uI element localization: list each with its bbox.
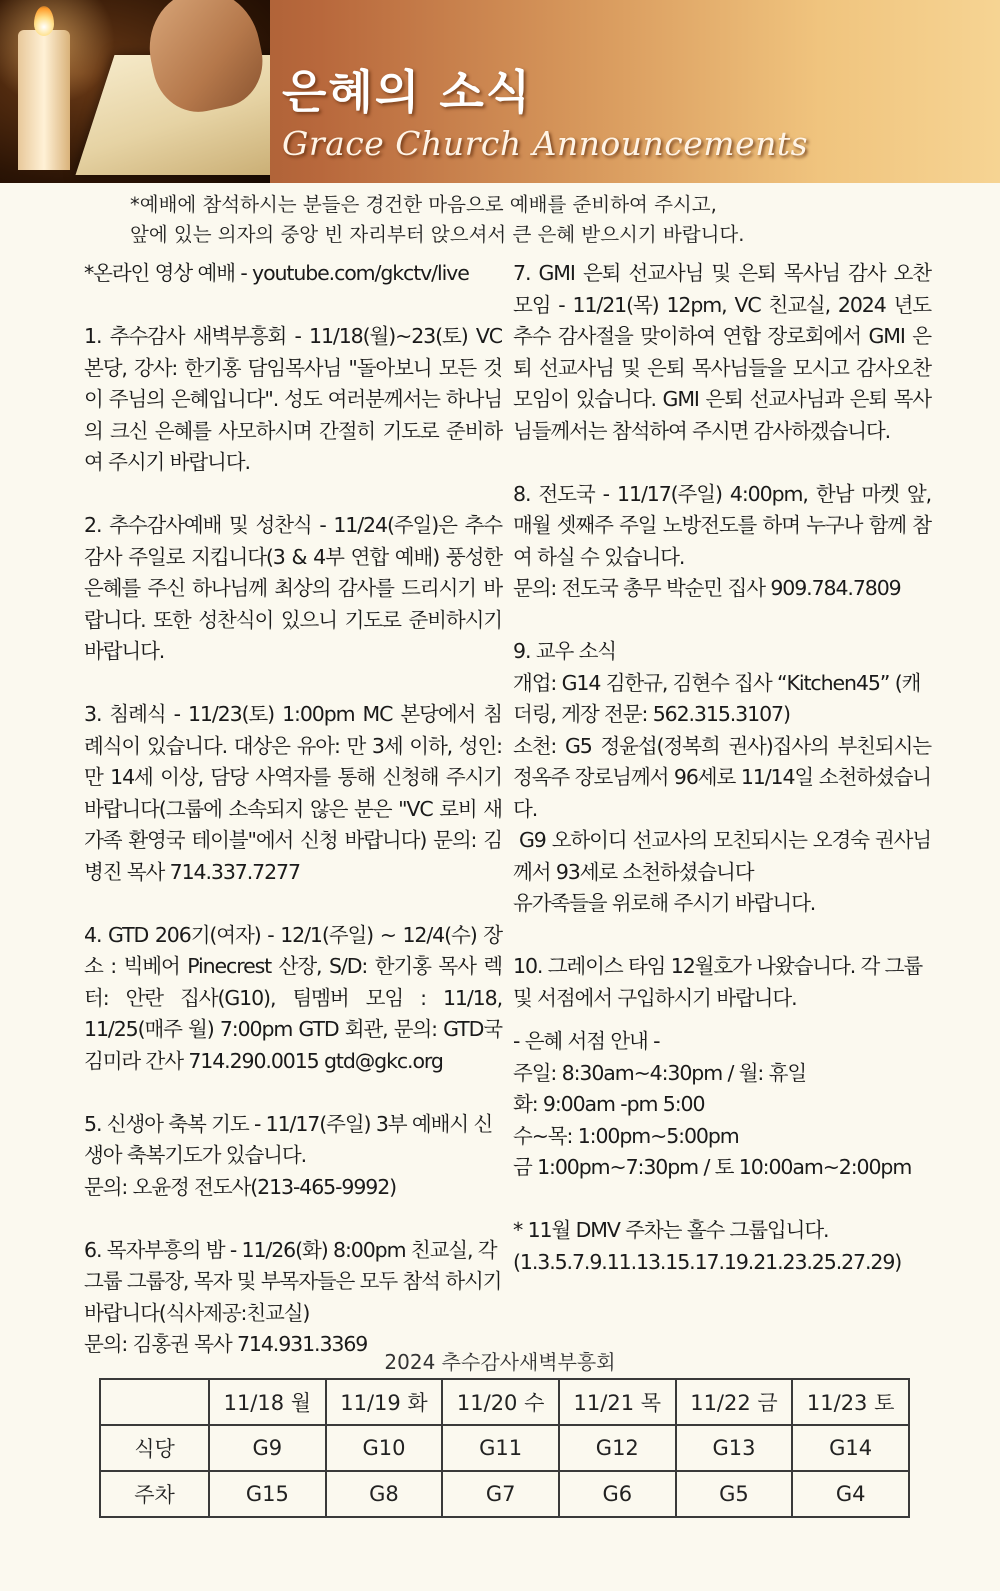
announcement-9-heading: 9. 교우 소식 <box>513 639 617 663</box>
table-cell: G15 <box>209 1471 326 1517</box>
online-worship-link[interactable]: *온라인 영상 예배 - youtube.com/gkctv/live <box>84 261 469 285</box>
row-label-cafeteria: 식당 <box>100 1425 209 1471</box>
schedule-title: 2024 추수감사새벽부흥회 <box>384 1350 616 1374</box>
table-row <box>100 1425 909 1471</box>
announcement-6-contact: 문의: 김홍권 목사 714.931.3369 <box>84 1332 368 1356</box>
page-title: 은혜의 소식 <box>282 65 533 119</box>
announcement-9-condolence-2: G9 오하이디 선교사의 모친되시는 오경숙 권사님께서 93세로 소천하셨습니다 <box>513 828 931 884</box>
candle-bible-photo <box>0 0 270 183</box>
bookstore-hours-1: 주일: 8:30am~4:30pm / 월: 휴일 <box>513 1060 807 1085</box>
table-cell: G12 <box>559 1425 676 1471</box>
announcement-7: 7. GMI 은퇴 선교사님 및 은퇴 목사님 감사 오찬 모임 - 11/21(목) 12pm, VC 친교실, 2024 년도 추수 감사절을 맞이하여 연합 장로회에서 GMI 은퇴 선교사님 및 은퇴 목사님들을 모시고 감사오찬 모임이 있습니다. GMI 은퇴 선교사님과 은퇴 목사님들께서는 참석하여 주시면 감사하겠습니다. <box>513 261 931 443</box>
table-cell: G10 <box>326 1425 443 1471</box>
intro-line-1: *예배에 참석하시는 분들은 경건한 마음으로 예배를 준비하여 주시고, <box>130 193 717 216</box>
schedule-day-header: 11/21 목 <box>559 1379 676 1425</box>
table-cell: G14 <box>792 1425 909 1471</box>
left-column <box>84 258 502 1361</box>
bookstore-hours-3: 수~목: 1:00pm~5:00pm <box>513 1123 739 1148</box>
parking-groups: (1.3.5.7.9.11.13.15.17.19.21.23.25.27.29) <box>513 1249 902 1274</box>
header-banner <box>0 0 1000 183</box>
schedule-day-header: 11/23 토 <box>792 1379 909 1425</box>
table-cell: G7 <box>442 1471 559 1517</box>
table-cell: G5 <box>676 1471 793 1517</box>
announcement-8-contact: 문의: 전도국 총무 박순민 집사 909.784.7809 <box>513 576 901 600</box>
schedule-day-header: 11/18 월 <box>209 1379 326 1425</box>
schedule-corner-cell <box>100 1379 209 1425</box>
announcement-9-condolence-1: 소천: G5 정윤섭(정복희 권사)집사의 부친되시는 정옥주 장로님께서 96세로 11/14일 소천하셨습니다. <box>513 733 931 821</box>
intro-notice <box>130 190 890 250</box>
schedule-day-header: 11/20 수 <box>442 1379 559 1425</box>
candle-image <box>18 30 70 170</box>
schedule-header-row <box>100 1379 909 1425</box>
announcement-9-condolence-3: 유가족들을 위로해 주시기 바랍니다. <box>513 891 816 915</box>
announcement-2: 2. 추수감사예배 및 성찬식 - 11/24(주일)은 추수감사 주일로 지킵니다(3 & 4부 연합 예배) 풍성한 은혜를 주신 하나님께 최상의 감사를 드리시기 바랍니다. 또한 성찬식이 있으니 기도로 준비하시기 바랍니다. <box>84 513 502 663</box>
schedule-table <box>99 1378 910 1518</box>
table-cell: G9 <box>209 1425 326 1471</box>
table-cell: G4 <box>792 1471 909 1517</box>
announcement-10: 10. 그레이스 타임 12월호가 나왔습니다. 각 그룹 및 서점에서 구입하시기 바랍니다. <box>513 954 923 1010</box>
candle-flame <box>34 6 54 36</box>
bookstore-heading: - 은혜 서점 안내 - <box>513 1029 660 1053</box>
parking-notice: * 11월 DMV 주차는 홀수 그룹입니다. <box>513 1218 829 1242</box>
schedule-day-header: 11/22 금 <box>676 1379 793 1425</box>
schedule-day-header: 11/19 화 <box>326 1379 443 1425</box>
table-cell: G6 <box>559 1471 676 1517</box>
announcement-8: 8. 전도국 - 11/17(주일) 4:00pm, 한남 마켓 앞, 매월 셋째주 주일 노방전도를 하며 누구나 함께 참여 하실 수 있습니다. <box>513 481 931 569</box>
table-cell: G11 <box>442 1425 559 1471</box>
announcement-5: 5. 신생아 축복 기도 - 11/17(주일) 3부 예배시 신생아 축복기도가 있습니다. <box>84 1111 493 1167</box>
intro-line-2: 앞에 있는 의자의 중앙 빈 자리부터 앉으셔서 큰 은혜 받으시기 바랍니다. <box>130 223 745 246</box>
announcement-9-opening: 개업: G14 김한규, 김현수 집사 “Kitchen45” (캐더링, 게장 전문: 562.315.3107) <box>513 670 921 726</box>
announcement-4: 4. GTD 206기(여자) - 12/1(주일) ~ 12/4(수) 장소 : 빅베어 Pinecrest 산장, S/D: 한기홍 목사 렉터: 안란 집사(G10), 팀멤버 모임 : 11/18, 11/25(매주 월) 7:00pm GTD 회관, 문의: GTD국 김미라 간사 714.290.0015 gtd@gkc.org <box>84 922 502 1073</box>
table-row <box>100 1471 909 1517</box>
announcement-6: 6. 목자부흥의 밤 - 11/26(화) 8:00pm 친교실, 각 그룹 그룹장, 목자 및 부목자들은 모두 참석 하시기 바랍니다(식사제공:친교실) <box>84 1237 502 1325</box>
table-cell: G13 <box>676 1425 793 1471</box>
page-subtitle: Grace Church Announcements <box>282 124 809 163</box>
bookstore-hours-4: 금 1:00pm~7:30pm / 토 10:00am~2:00pm <box>513 1155 912 1179</box>
right-column <box>513 258 931 1278</box>
announcement-5-contact: 문의: 오윤정 전도사(213-465-9992) <box>84 1174 397 1199</box>
bookstore-hours-2: 화: 9:00am -pm 5:00 <box>513 1092 705 1116</box>
announcement-3: 3. 침례식 - 11/23(토) 1:00pm MC 본당에서 침례식이 있습니다. 대상은 유아: 만 3세 이하, 성인: 만 14세 이상, 담당 사역자를 통해 신청해 주시기 바랍니다(그룹에 소속되지 않은 분은 "VC 로비 새가족 환영국 테이블"에서 신청 바랍니다) 문의: 김병진 목사 714.337.7277 <box>84 702 502 884</box>
table-cell: G8 <box>326 1471 443 1517</box>
announcement-1: 1. 추수감사 새벽부흥회 - 11/18(월)~23(토) VC 본당, 강사: 한기홍 담임목사님 "돌아보니 모든 것이 주님의 은혜입니다". 성도 여러분께서는 하나님의 크신 은혜를 사모하시며 간절히 기도로 준비하여 주시기 바랍니다. <box>84 324 502 474</box>
row-label-parking: 주차 <box>100 1471 209 1517</box>
